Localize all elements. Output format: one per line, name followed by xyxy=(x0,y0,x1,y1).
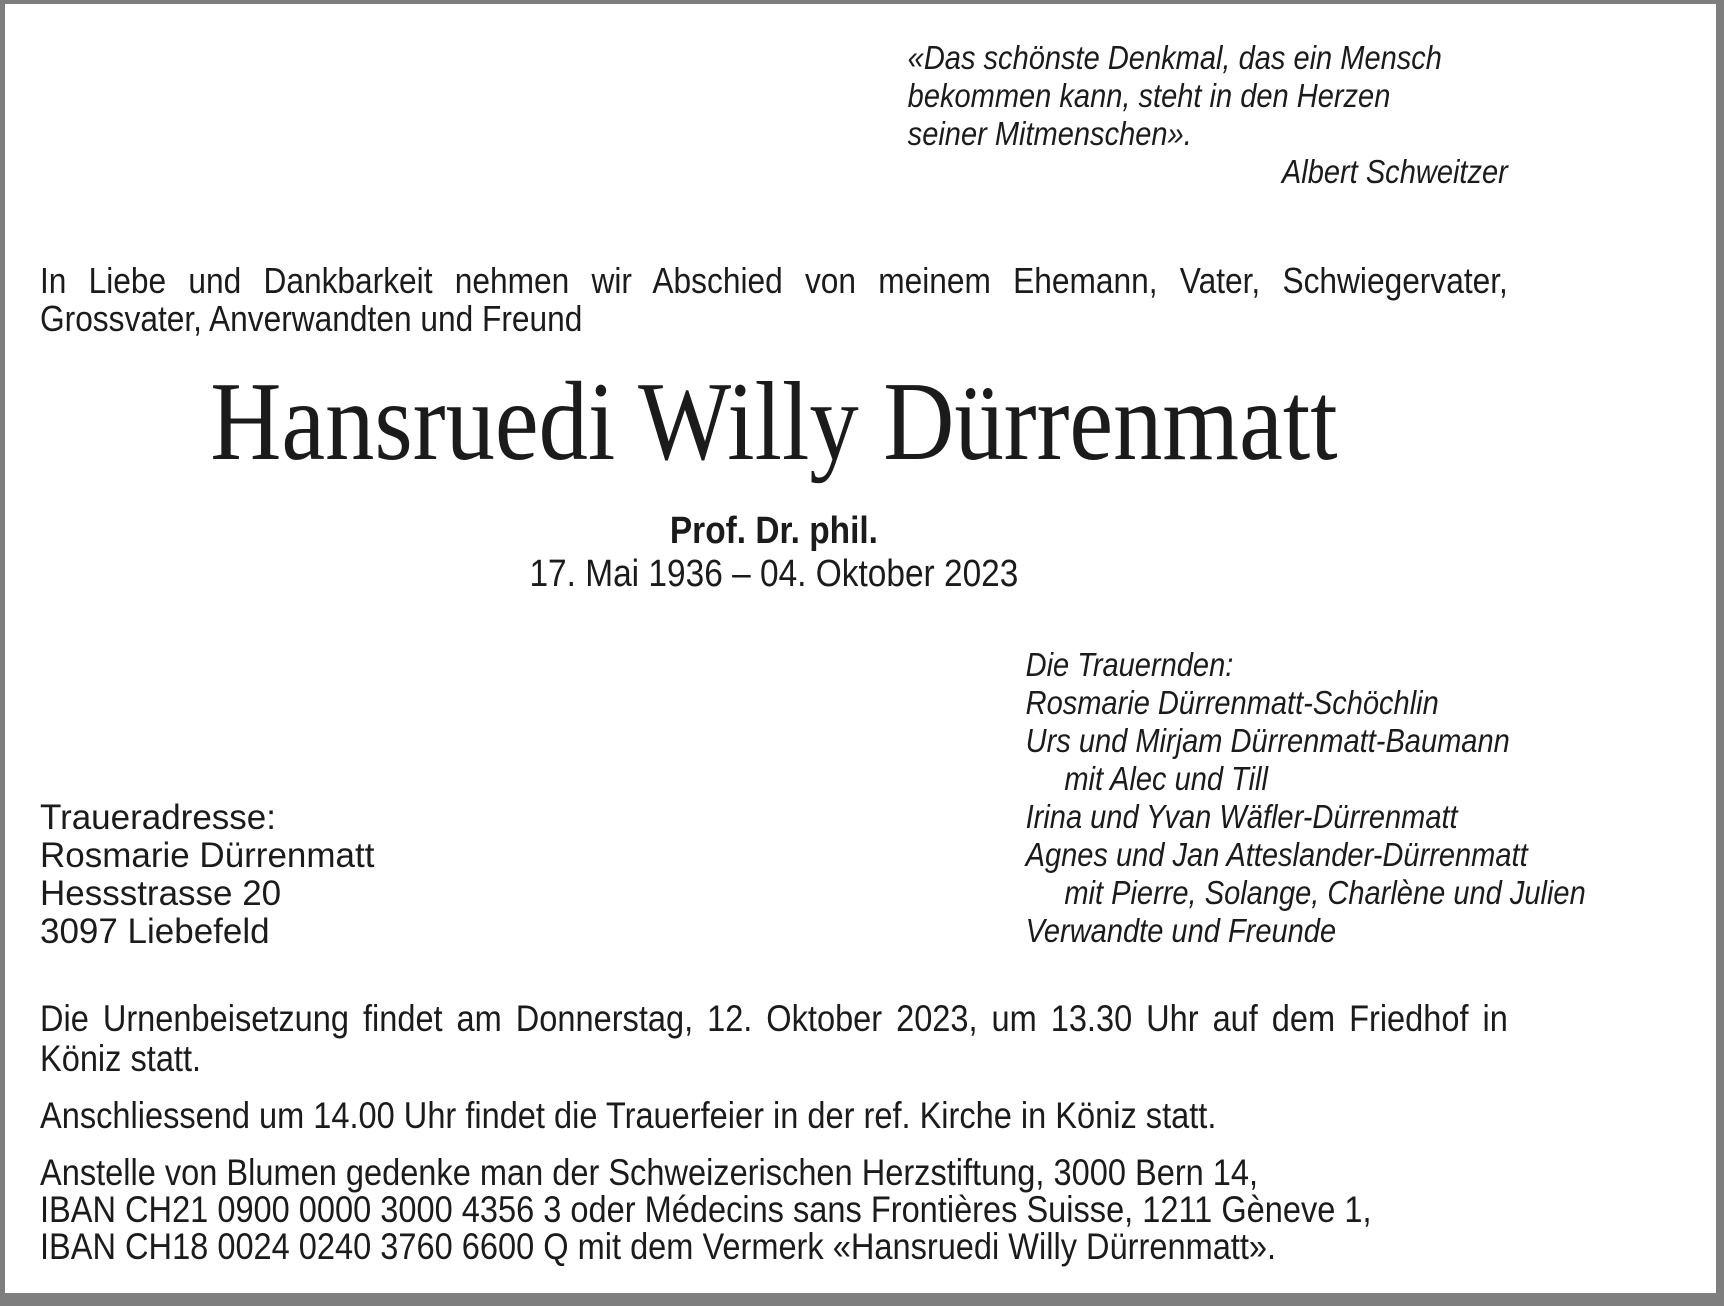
mourner-line: mit Alec und Till xyxy=(1064,760,1268,797)
quote-attribution: Albert Schweitzer xyxy=(1281,153,1508,190)
deceased-name: Hansruedi Willy Dürrenmatt xyxy=(210,360,1338,484)
frame-border-left xyxy=(0,0,5,1306)
frame-border-right xyxy=(1716,0,1724,1306)
burial-line: Die Urnenbeisetzung findet am Donnerstag, 12. Oktober 2023, um 13.30 Uhr auf dem Friedhof in xyxy=(40,998,1508,1039)
obituary-content xyxy=(40,0,1586,1306)
mourners-list xyxy=(1025,646,1586,950)
donation-line: Anstelle von Blumen gedenke man der Schweizerischen Herzstiftung, 3000 Bern 14, xyxy=(40,1152,1259,1193)
quote-line: «Das schönste Denkmal, das ein Mensch xyxy=(907,39,1442,76)
quote-line: seiner Mitmenschen». xyxy=(907,115,1192,152)
mourner-line: Verwandte und Freunde xyxy=(1025,912,1337,949)
donation-line: IBAN CH18 0024 0240 3760 6600 Q mit dem Vermerk «Hansruedi Willy Dürrenmatt». xyxy=(40,1226,1277,1267)
mourner-line: Urs und Mirjam Dürrenmatt-Baumann xyxy=(1025,722,1510,759)
address-line: 3097 Liebefeld xyxy=(40,912,270,951)
mourners-heading: Die Trauernden: xyxy=(1025,646,1234,683)
address-line: Hessstrasse 20 xyxy=(40,874,282,913)
address-label: Traueradresse: xyxy=(40,798,276,837)
intro-paragraph xyxy=(40,262,1508,338)
academic-title: Prof. Dr. phil. xyxy=(669,510,878,552)
burial-info-paragraph xyxy=(40,999,1508,1079)
mourning-address-block xyxy=(40,799,460,951)
intro-line: Grossvater, Anverwandten und Freund xyxy=(40,298,583,339)
address-line: Rosmarie Dürrenmatt xyxy=(40,836,375,875)
mourner-line: mit Pierre, Solange, Charlène und Julien xyxy=(1064,874,1586,911)
mourner-line: Irina und Yvan Wäfler-Dürrenmatt xyxy=(1025,798,1458,835)
donation-info-paragraph xyxy=(40,1154,1508,1265)
life-dates: 17. Mai 1936 – 04. Oktober 2023 xyxy=(529,553,1019,595)
mourner-line: Rosmarie Dürrenmatt-Schöchlin xyxy=(1025,684,1439,721)
mourner-line: Agnes und Jan Atteslander-Dürrenmatt xyxy=(1025,836,1528,873)
quote-line: bekommen kann, steht in den Herzen xyxy=(907,77,1391,114)
donation-line: IBAN CH21 0900 0000 3000 4356 3 oder Médecins sans Frontières Suisse, 1211 Gèneve 1, xyxy=(40,1189,1372,1230)
intro-line: In Liebe und Dankbarkeit nehmen wir Abschied von meinem Ehemann, Vater, Schwiegervater, xyxy=(40,260,1508,301)
burial-line: Köniz statt. xyxy=(40,1038,202,1079)
epigraph-quote xyxy=(908,39,1508,191)
service-info-paragraph: Anschliessend um 14.00 Uhr findet die Trauerfeier in der ref. Kirche in Köniz statt. xyxy=(40,1095,1217,1136)
